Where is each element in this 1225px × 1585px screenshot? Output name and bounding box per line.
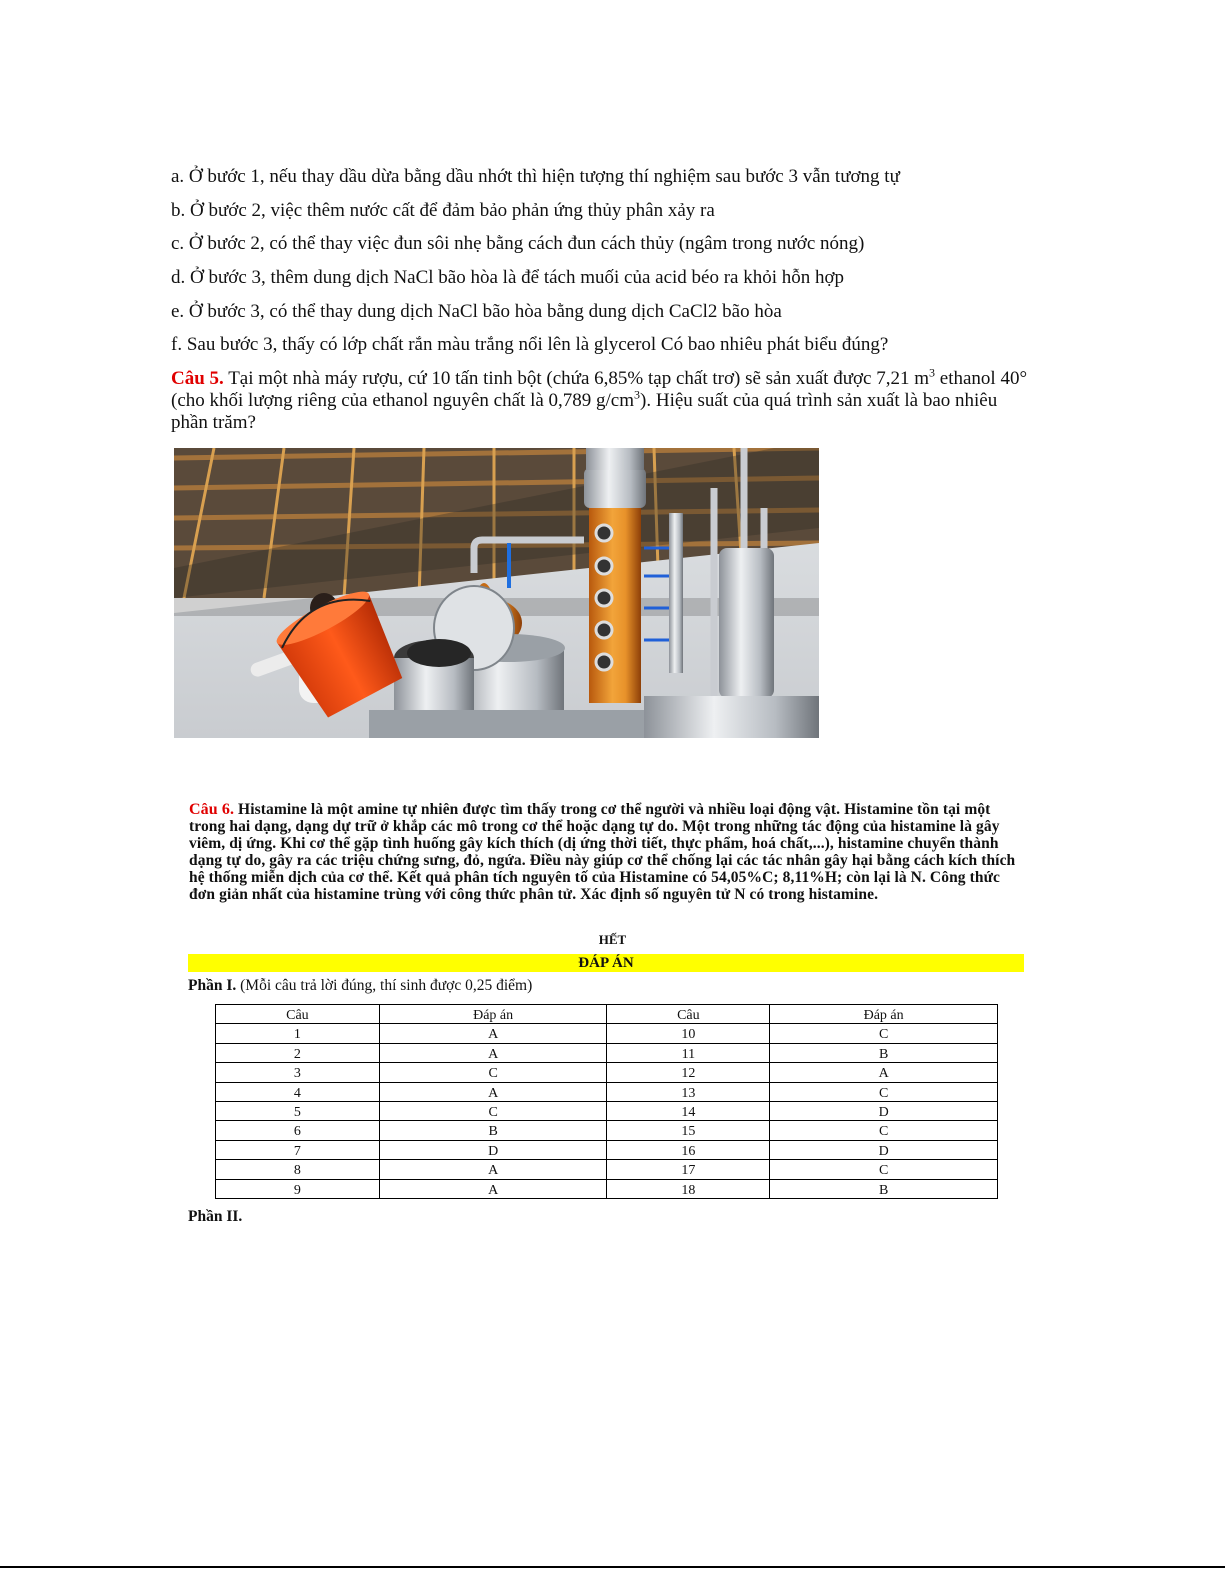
table-cell: A (379, 1043, 607, 1062)
question-5-label: Câu 5. (171, 368, 224, 389)
question-5-text-b: ethanol 40° (cho khối lượng riêng của ethanol nguyên chất là 0,789 g/cm (171, 368, 1028, 411)
question-5-sup-a: 3 (929, 365, 936, 380)
table-cell: A (770, 1063, 998, 1082)
table-cell: D (770, 1101, 998, 1120)
table-cell: 16 (607, 1140, 770, 1159)
table-cell: C (770, 1082, 998, 1101)
table-cell: 15 (607, 1121, 770, 1140)
table-cell: 17 (607, 1160, 770, 1179)
table-cell: C (379, 1063, 607, 1082)
statement-f: f. Sau bước 3, thấy có lớp chất rắn màu trắng nổi lên là glycerol Có bao nhiêu phát biểu đúng? (171, 334, 889, 355)
table-cell: 12 (607, 1063, 770, 1082)
table-row (216, 1024, 998, 1043)
table-row (216, 1179, 998, 1198)
header-question-1: Câu (216, 1005, 380, 1024)
question-5-text-c: ). Hiệu suất của quá trình sản xuất là bao nhiêu phần trăm? (171, 390, 998, 433)
part-1-label: Phần I. (188, 977, 237, 994)
table-cell: 1 (216, 1024, 380, 1043)
answer-key-title: ĐÁP ÁN (188, 954, 1024, 972)
distillery-photo (174, 448, 819, 738)
table-cell: 13 (607, 1082, 770, 1101)
statement-b: b. Ở bước 2, việc thêm nước cất để đảm bảo phản ứng thủy phân xảy ra (171, 200, 715, 221)
end-marker: HẾT (598, 932, 627, 947)
table-cell: A (379, 1160, 607, 1179)
statement-c: c. Ở bước 2, có thể thay việc đun sôi nhẹ bằng cách đun cách thủy (ngâm trong nước nóng) (171, 233, 865, 254)
table-cell: 2 (216, 1043, 380, 1062)
table-cell: A (379, 1082, 607, 1101)
table-row (216, 1082, 998, 1101)
table-cell: 11 (607, 1043, 770, 1062)
question-6-label: Câu 6. (189, 801, 235, 818)
table-cell: D (770, 1140, 998, 1159)
header-answer-2: Đáp án (770, 1005, 998, 1024)
table-cell: 3 (216, 1063, 380, 1082)
table-cell: B (770, 1179, 998, 1198)
table-cell: 18 (607, 1179, 770, 1198)
part-1-heading (188, 977, 532, 995)
table-cell: A (379, 1024, 607, 1043)
table-cell: C (770, 1160, 998, 1179)
page-bottom-rule (0, 1566, 1225, 1568)
question-6 (189, 801, 1029, 903)
table-cell: 9 (216, 1179, 380, 1198)
statement-d: d. Ở bước 3, thêm dung dịch NaCl bão hòa là để tách muối của acid béo ra khỏi hỗn hợp (171, 267, 845, 288)
statement-e: e. Ở bước 3, có thể thay dung dịch NaCl bão hòa bằng dung dịch CaCl2 bão hòa (171, 301, 782, 322)
statement-a: a. Ở bước 1, nếu thay dầu dừa bằng dầu nhớt thì hiện tượng thí nghiệm sau bước 3 vẫn tương tự (171, 166, 900, 187)
header-question-2: Câu (607, 1005, 770, 1024)
part-1-note: (Mỗi câu trả lời đúng, thí sinh được 0,25 điểm) (236, 977, 533, 994)
table-cell: B (770, 1043, 998, 1062)
part-2-heading: Phần II. (188, 1208, 243, 1225)
header-answer-1: Đáp án (379, 1005, 607, 1024)
question-5-text-a: Tại một nhà máy rượu, cứ 10 tấn tinh bột (chứa 6,85% tạp chất trơ) sẽ sản xuất được 7,21 m (223, 368, 930, 389)
table-row (216, 1140, 998, 1159)
table-cell: 7 (216, 1140, 380, 1159)
table-cell: D (379, 1140, 607, 1159)
table-row (216, 1063, 998, 1082)
table-row (216, 1101, 998, 1120)
table-cell: 4 (216, 1082, 380, 1101)
table-row (216, 1160, 998, 1179)
table-cell: C (770, 1121, 998, 1140)
answer-table (215, 1004, 998, 1199)
table-row (216, 1121, 998, 1140)
table-row (216, 1043, 998, 1062)
table-cell: 6 (216, 1121, 380, 1140)
question-5 (171, 365, 1031, 434)
question-5-sup-b: 3 (634, 387, 641, 402)
table-cell: 14 (607, 1101, 770, 1120)
table-cell: C (379, 1101, 607, 1120)
table-cell: 10 (607, 1024, 770, 1043)
table-cell: B (379, 1121, 607, 1140)
table-cell: 8 (216, 1160, 380, 1179)
table-cell: A (379, 1179, 607, 1198)
question-6-text: Histamine là một amine tự nhiên được tìm thấy trong cơ thể người và nhiều loại động vật. Histamine tồn tại một trong hai dạng, dạng dự trữ ở khắp các mô trong cơ thể hoặc dạng tự do. Một trong những tác động của histamine là gây viêm, dị ứng. Khi cơ thể gặp tình huống gây kích thích (dị ứng thời tiết, thực phẩm, hoá chất,...), histamine chuyển thành dạng tự do, gây ra các triệu chứng sưng, đỏ, ngứa. Điều này giúp cơ thể chống lại các tác nhân gây hại bằng cách kích thích hệ thống miễn dịch của cơ thể. Kết quả phân tích nguyên tố của Histamine có 54,05%C; 8,11%H; còn lại là N. Công thức đơn giản nhất của histamine trùng với công thức phân tử. Xác định số nguyên tử N có trong histamine. (189, 801, 1016, 903)
table-cell: 5 (216, 1101, 380, 1120)
table-cell: C (770, 1024, 998, 1043)
table-header-row (216, 1005, 998, 1024)
